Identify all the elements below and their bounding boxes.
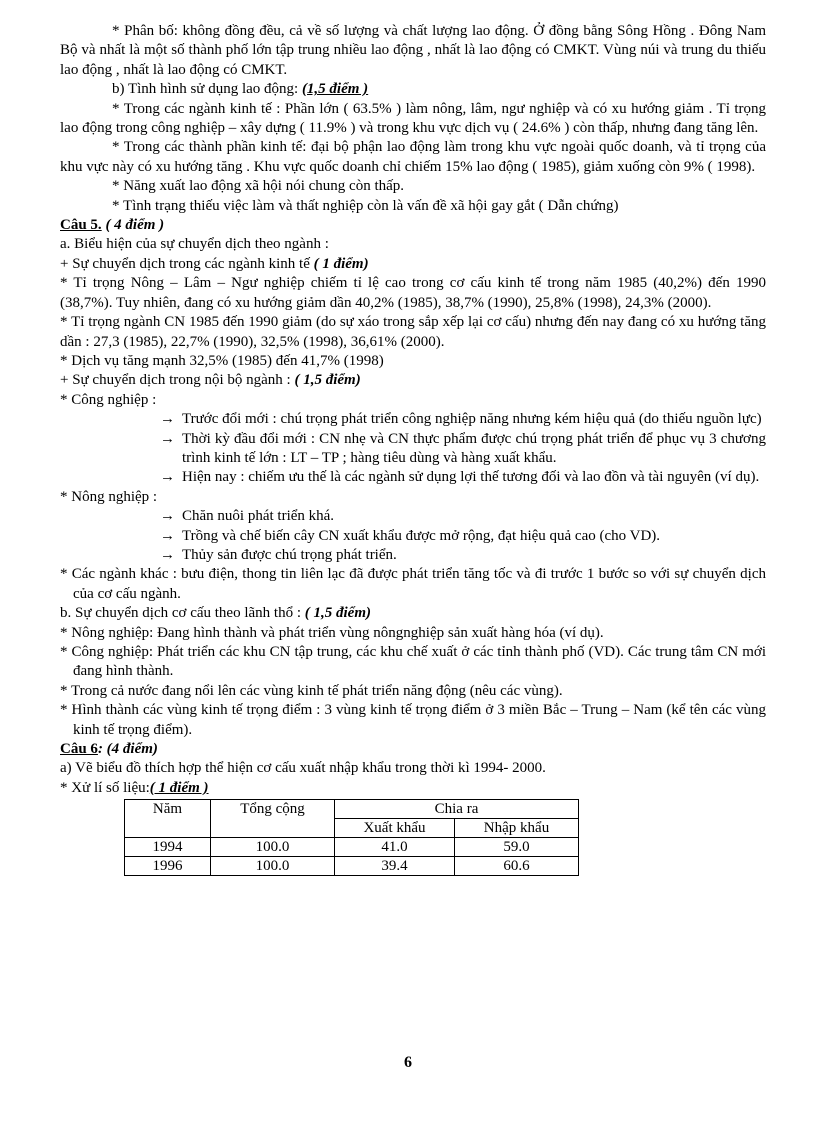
heading-b-text: b) Tình hình sử dụng lao động:	[112, 81, 302, 98]
list-item	[60, 507, 766, 526]
text-b5: * Hình thành các vùng kinh tế trọng điểm : 3 vùng kinh tế trọng điểm ở 3 miền Bắc – Trung – Nam (kể tên các vùng kinh tế trọng điểm).	[60, 702, 766, 738]
text-nang-suat: * Năng xuất lao động xã hội nói chung còn thấp.	[112, 178, 405, 195]
text-c1: a) Vẽ biểu đồ thích hợp thể hiện cơ cấu xuất nhập khẩu trong thời kì 1994- 2000.	[60, 760, 546, 777]
text-c2-label: * Xử lí số liệu:	[60, 779, 150, 796]
arrow-icon: →	[160, 411, 175, 428]
text-b1-score: ( 1,5 điểm)	[304, 605, 371, 622]
text-a2-label: + Sự chuyển dịch trong các ngành kinh tế	[60, 255, 314, 272]
text-a2	[60, 255, 766, 274]
text-a3: * Tỉ trọng Nông – Lâm – Ngư nghiệp chiếm tỉ lệ cao trong cơ cấu kinh tế trong năm 1985 (40,2%) đến 1990 (38,7%). Tuy nhiên, đang có xu hướng giảm dần 40,2% (1985), 38,7% (1990), 25,8% (1998), 24,3% (2000).	[60, 275, 766, 311]
arrow-icon: →	[160, 508, 175, 525]
text-cong-nghiep: * Công nghiệp :	[60, 391, 157, 408]
heading-b-score: (1,5 điểm )	[301, 81, 369, 98]
page-number: 6	[404, 1054, 412, 1071]
text-cn1: Trước đổi mới : chú trọng phát triển công nghiệp năng nhưng kém hiệu quả (do thiếu nguồn lực)	[182, 411, 762, 428]
text-c2-score: ( 1 điểm )	[149, 779, 209, 796]
text-that-nghiep: * Tình trạng thiếu việc làm và thất nghiệp còn là vấn đề xã hội gay gắt ( Dẫn chứng)	[112, 197, 619, 214]
heading-b	[60, 80, 766, 99]
text-a6-score: ( 1,5 điểm)	[294, 372, 361, 389]
header-nhap: Nhập khẩu	[455, 819, 579, 838]
text-b1-label: b. Sự chuyển dịch cơ cấu theo lãnh thổ :	[60, 605, 305, 622]
text-a5: * Dịch vụ tăng mạnh 32,5% (1985) đến 41,7% (1998)	[60, 352, 384, 369]
cell-nam: 1996	[125, 857, 211, 876]
list-item	[60, 468, 766, 487]
text-nganh-khac: * Các ngành khác : bưu điện, thong tin liên lạc đã được phát triển tăng tốc và đi trước 1 bước so với sự chuyển dịch của cơ cấu ngành.	[60, 566, 766, 602]
text-a4: * Tỉ trọng ngành CN 1985 đến 1990 giảm (do sự xáo trong sắp xếp lại cơ cấu) nhưng đến nay đang có xu hướng tăng dần : 27,3 (1985), 22,7% (1990), 32,5% (1998), 36,61% (2000).	[60, 314, 766, 350]
cell-nhap: 60.6	[455, 857, 579, 876]
text-c2	[60, 779, 766, 798]
text-nganh: * Trong các ngành kinh tế : Phần lớn ( 63.5% ) làm nông, lâm, ngư nghiệp và có xu hướng giảm . Tỉ trọng lao động trong công nghiệp – xây dựng ( 11.9% ) và trong khu vực dịch vụ ( 24.6% ) còn thấp, nhưng đang tăng lên.	[60, 100, 766, 137]
text-a6-label: + Sự chuyển dịch trong nội bộ ngành :	[60, 372, 295, 389]
list-item	[60, 430, 766, 469]
header-chia: Chia ra	[335, 800, 579, 819]
text-cn2: Thời kỳ đầu đổi mới : CN nhẹ và CN thực phẩm được chú trọng phát triển để phục vụ 3 chương trình kinh tế lớn : LT – TP ; hàng tiêu dùng và hàng xuất khẩu.	[182, 430, 766, 466]
text-phan-bo: * Phân bố: không đồng đều, cả về số lượng và chất lượng lao động. Ở đồng bằng Sông Hồng . Đông Nam Bộ và nhất là một số thành phố lớn tập trung nhiều lao động , nhất là lao động có CMKT. Vùng núi và trung du thiếu lao động , nhất là lao động có CMKT.	[60, 23, 766, 78]
cell-tong: 100.0	[211, 857, 335, 876]
heading-cau5	[60, 216, 766, 235]
arrow-icon: →	[160, 527, 175, 544]
cau5-score: ( 4 điểm )	[101, 217, 165, 234]
list-item	[60, 527, 766, 546]
cell-xuat: 41.0	[335, 838, 455, 857]
header-nam: Năm	[125, 800, 211, 838]
text-nn1: Chăn nuôi phát triển khá.	[182, 508, 335, 525]
document-body	[60, 22, 766, 876]
cell-nhap: 59.0	[455, 838, 579, 857]
arrow-icon: →	[160, 469, 175, 486]
cell-xuat: 39.4	[335, 857, 455, 876]
text-nn3: Thủy sản được chú trọng phát triển.	[182, 546, 397, 563]
text-a2-score: ( 1 điểm)	[313, 255, 369, 272]
text-cn3: Hiện nay : chiếm ưu thế là các ngành sử dụng lợi thế tương đối và lao đồn và tài nguyên (ví dụ).	[182, 469, 760, 486]
text-nong-nghiep: * Nông nghiệp :	[60, 488, 158, 505]
list-item	[60, 546, 766, 565]
header-xuat: Xuất khẩu	[335, 819, 455, 838]
header-tong: Tổng cộng	[211, 800, 335, 838]
cau6-score: : (4 điểm)	[97, 741, 158, 758]
text-b3: * Công nghiệp: Phát triển các khu CN tập trung, các khu chế xuất ở các tỉnh thành phố (VD). Các trung tâm CN mới đang hình thành.	[60, 644, 766, 680]
arrow-icon: →	[160, 546, 175, 563]
cell-tong: 100.0	[211, 838, 335, 857]
data-table	[124, 799, 579, 876]
text-b1	[60, 604, 766, 623]
arrow-icon: →	[160, 430, 175, 447]
text-b2: * Nông nghiệp: Đang hình thành và phát triển vùng nôngnghiệp sản xuất hàng hóa (ví dụ).	[60, 624, 604, 641]
text-nn2: Trồng và chế biến cây CN xuất khẩu được mở rộng, đạt hiệu quả cao (cho VD).	[182, 527, 661, 544]
table-row	[125, 838, 579, 857]
cell-nam: 1994	[125, 838, 211, 857]
cau5-label: Câu 5.	[60, 217, 102, 234]
list-item	[60, 410, 766, 429]
cau6-label: Câu 6	[60, 741, 98, 758]
text-a1: a. Biểu hiện của sự chuyển dịch theo ngành :	[60, 236, 329, 253]
heading-cau6	[60, 740, 766, 759]
text-thanh-phan: * Trong các thành phần kinh tế: đại bộ phận lao động làm trong khu vực ngoài quốc doanh, và tỉ trọng của khu vực này có xu hướng tăng . Khu vực quốc doanh chỉ chiếm 15% lao động ( 1985), giảm xuống còn 9% ( 1998).	[60, 139, 766, 175]
table-row	[125, 857, 579, 876]
text-b4: * Trong cả nước đang nổi lên các vùng kinh tế phát triển năng động (nêu các vùng).	[60, 682, 563, 699]
text-a6	[60, 371, 766, 390]
